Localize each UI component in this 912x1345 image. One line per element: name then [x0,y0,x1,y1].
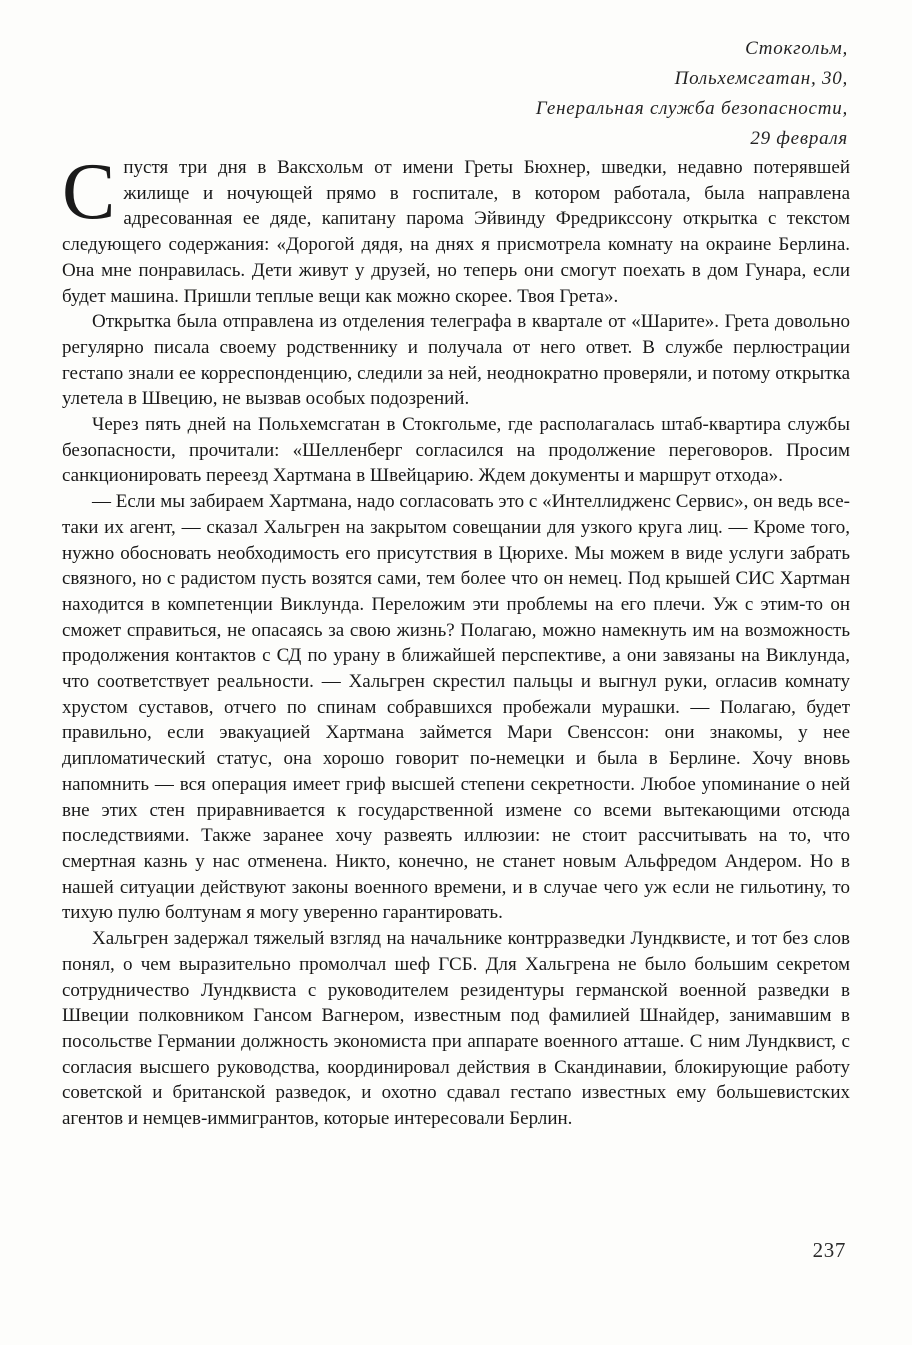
paragraph-text: пустя три дня в Ваксхольм от имени Греты Бюхнер, шведки, недавно потерявшей жилище и ночующей прямо в госпитале, в котором работала, была направлена адресованная ее дяде, капитану парома Эйвинду Фредрикссону открытка с текстом следующего содержания: «Дорогой дядя, на днях я присмотрела комнату на окраине Берлина. Она мне понравилась. Дети живут у друзей, но теперь они смогут поехать в дом Гунара, если будет машина. Пришли теплые вещи как можно скорее. Твоя Грета». [62,157,850,307]
paragraph: Через пять дней на Польхемсгатан в Стокгольме, где располагалась штаб-квартира службы безопасности, прочитали: «Шелленберг согласился на продолжение переговоров. Просим санкционировать переезд Хартмана в Швейцарию. Ждем документы и маршрут отхода». [62,414,850,487]
paragraph: Хальгрен задержал тяжелый взгляд на начальнике контрразведки Лундквисте, и тот без слов понял, о чем выразительно промолчал шеф ГСБ. Для Хальгрена не было большим секретом сотрудничество Лундквиста с руководителем резидентуры германской военной разведки в Швеции полковником Гансом Вагнером, известным под фамилией Шнайдер, занимавшим в посольстве Германии должность экономиста при аппарате военного атташе. С ним Лундквист, с согласия высшего руководства, координировал действия в Скандинавии, блокирующие работу советской и британской разведок, и охотно сдавал гестапо известных ему большевистских агентов и немцев-иммигрантов, которые интересовали Берлин. [62,928,850,1130]
header-line-city: Стокгольм, [745,38,848,59]
paragraph: Открытка была отправлена из отделения телеграфа в квартале от «Шарите». Грета довольно регулярно писала своему родственнику и получала от него ответ. В службе перлюстрации гестапо знали ее корреспонденцию, следили за ней, неоднократно проверяли, и потому открытка улетела в Швецию, не вызвав особых подозрений. [62,311,850,410]
header-line-street: Польхемсгатан, 30, [674,68,848,89]
paragraph [62,148,850,309]
dropcap-letter: С [62,148,116,236]
page-number: 237 [812,1238,846,1262]
chapter-location-header [536,34,848,154]
paragraph: — Если мы забираем Хартмана, надо согласовать это с «Интеллидженс Сервис», он ведь все-таки их агент, — сказал Хальгрен на закрытом совещании для узкого круга лиц. — Кроме того, нужно обосновать необходимость его присутствия в Цюрихе. Мы можем в виде услуги забрать связного, но с радистом пусть возятся сами, тем более что он немец. Под крышей СИС Хартман находится в компетенции Виклунда. Переложим эти проблемы на его плечи. Уж с этим-то он сможет справиться, не опасаясь за свою жизнь? Полагаю, можно намекнуть им на возможность продолжения контактов с СД по урану в ближайшей перспективе, а они завязаны на Виклунда, что соответствует реальности. — Хальгрен скрестил пальцы и выгнул руки, огласив комнату хрустом суставов, отчего по спинам собравшихся пробежали мурашки. — Полагаю, будет правильно, если эвакуацией Хартмана займется Мари Свенссон: они знакомы, у нее дипломатический статус, она хорошо говорит по-немецки и была в Берлине. Хочу вновь напомнить — вся операция имеет гриф высшей степени секретности. Любое упоминание о ней вне этих стен приравнивается к государственной измене со всеми вытекающими отсюда последствиями. Также заранее хочу развеять иллюзии: не стоит рассчитывать на то, что смертная казнь у нас отменена. Никто, конечно, не станет новым Альфредом Андером. Но в нашей ситуации действуют законы военного времени, и в случае чего уж если не гильотину, то тихую пулю болтунам я могу уверенно гарантировать. [62,491,850,924]
header-line-organization: Генеральная служба безопасности, [535,98,848,119]
header-line-date: 29 февраля [750,128,848,149]
body-text-block [62,148,850,1132]
